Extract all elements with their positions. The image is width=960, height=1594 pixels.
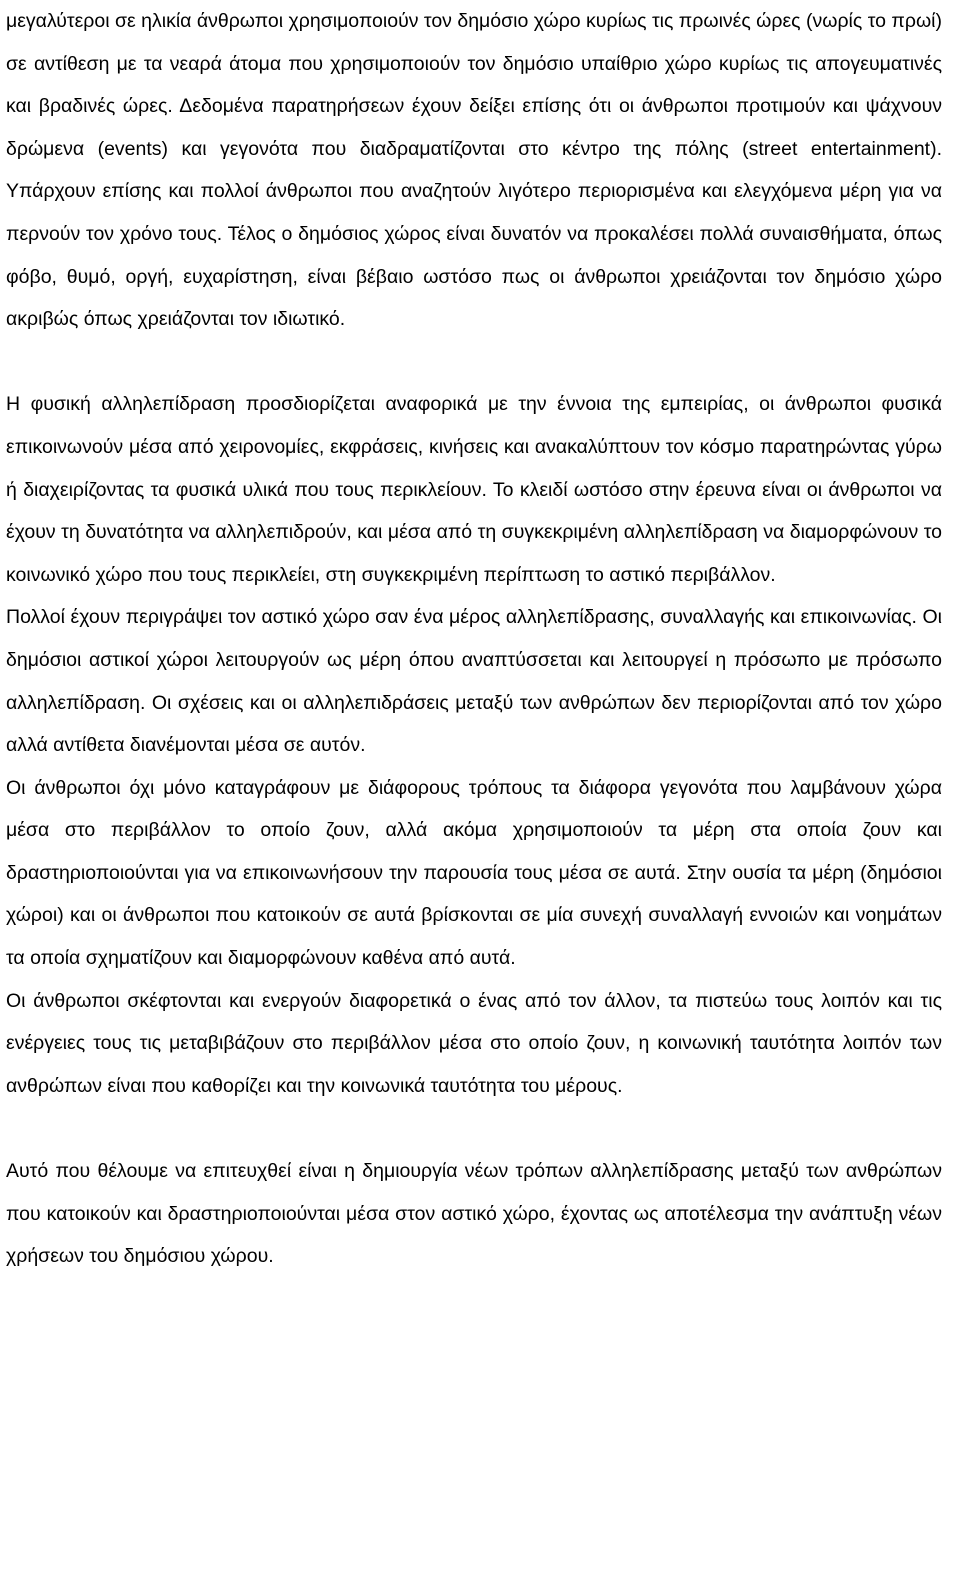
paragraph-spacer [6, 1107, 942, 1150]
paragraph-spacer [6, 341, 942, 384]
document-page [6, 0, 942, 1278]
paragraph-social-identity: Οι άνθρωποι σκέφτονται και ενεργούν διαφορετικά ο ένας από τον άλλον, τα πιστεύω τους λοιπόν και τις ενέργειες τους τις μεταβιβάζουν στο περιβάλλον μέσα στο οποίο ζουν, η κοινωνική ταυτότητα λοιπόν των ανθρώπων είναι που καθορίζει και την κοινωνικά ταυτότητα του μέρους. [6, 989, 942, 1097]
paragraph-urban-space-interaction: Πολλοί έχουν περιγράψει τον αστικό χώρο σαν ένα μέρος αλληλεπίδρασης, συναλλαγής και επικοινωνίας. Οι δημόσιοι αστικοί χώροι λειτουργούν ως μέρη όπου αναπτύσσεται και λειτουργεί η πρόσωπο με πρόσωπο αλληλεπίδραση. Οι σχέσεις και οι αλληλεπιδράσεις μεταξύ των ανθρώπων δεν περιορίζονται από τον χώρο αλλά αντίθετα διανέμονται μέσα σε αυτόν. [6, 606, 942, 757]
paragraph-public-space-usage: μεγαλύτεροι σε ηλικία άνθρωποι χρησιμοποιούν τον δημόσιο χώρο κυρίως τις πρωινές ώρες (νωρίς το πρωί) σε αντίθεση με τα νεαρά άτομα που χρησιμοποιούν τον δημόσιο υπαίθριο χώρο κυρίως τις απογευματινές και βραδινές ώρες. Δεδομένα παρατηρήσεων έχουν δείξει επίσης ότι οι άνθρωποι προτιμούν και ψάχνουν δρώμενα (events) και γεγονότα που διαδραματίζονται στο κέντρο της πόλης (street entertainment). Υπάρχουν επίσης και πολλοί άνθρωποι που αναζητούν λιγότερο περιορισμένα και ελεγχόμενα μέρη για να περνούν τον χρόνο τους. Τέλος ο δημόσιος χώρος είναι δυνατόν να προκαλέσει πολλά συναισθήματα, όπως φόβο, θυμό, οργή, ευχαρίστηση, είναι βέβαιο ωστόσο πως οι άνθρωποι χρειάζονται τον δημόσιο χώρο ακριβώς όπως χρειάζονται τον ιδιωτικό. [6, 10, 942, 331]
paragraph-goal: Αυτό που θέλουμε να επιτευχθεί είναι η δημιουργία νέων τρόπων αλληλεπίδρασης μεταξύ των ανθρώπων που κατοικούν και δραστηριοποιούνται μέσα στον αστικό χώρο, έχοντας ως αποτέλεσμα την ανάπτυξη νέων χρήσεων του δημόσιου χώρου. [6, 1160, 942, 1268]
paragraph-physical-interaction: Η φυσική αλληλεπίδραση προσδιορίζεται αναφορικά με την έννοια της εμπειρίας, οι άνθρωποι φυσικά επικοινωνούν μέσα από χειρονομίες, εκφράσεις, κινήσεις και ανακαλύπτουν τον κόσμο παρατηρώντας γύρω ή διαχειρίζοντας τα φυσικά υλικά που τους περικλείουν. Το κλειδί ωστόσο στην έρευνα είναι οι άνθρωποι να έχουν τη δυνατότητα να αλληλεπιδρούν, και μέσα από τη συγκεκριμένη αλληλεπίδραση να διαμορφώνουν το κοινωνικό χώρο που τους περικλείει, στη συγκεκριμένη περίπτωση το αστικό περιβάλλον. [6, 393, 942, 586]
paragraph-people-and-places: Οι άνθρωποι όχι μόνο καταγράφουν με διάφορους τρόπους τα διάφορα γεγονότα που λαμβάνουν χώρα μέσα στο περιβάλλον το οποίο ζουν, αλλά ακόμα χρησιμοποιούν τα μέρη στα οποία ζουν και δραστηριοποιούνται για να επικοινωνήσουν την παρουσία τους μέσα σε αυτά. Στην ουσία τα μέρη (δημόσιοι χώροι) και οι άνθρωποι που κατοικούν σε αυτά βρίσκονται σε μία συνεχή συναλλαγή εννοιών και νοημάτων τα οποία σχηματίζουν και διαμορφώνουν καθένα από αυτά. [6, 776, 942, 970]
